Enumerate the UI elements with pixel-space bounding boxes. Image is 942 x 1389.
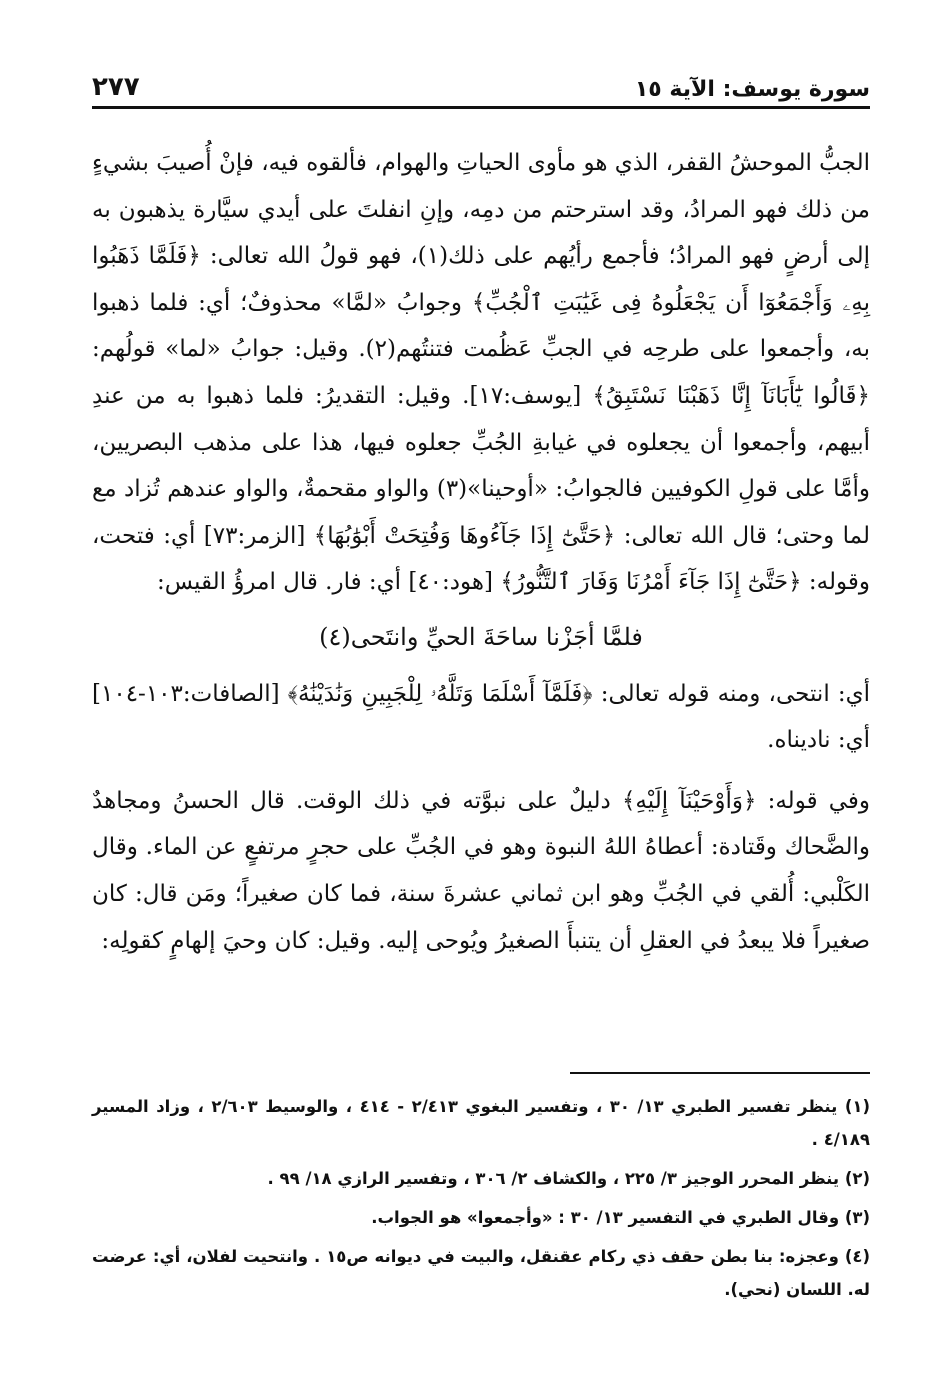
paragraph-2: أي: انتحى، ومنه قوله تعالى: ﴿فَلَمَّآ أَسْلَمَا وَتَلَّهُۥ لِلْجَبِينِ وَنَٰدَيْنَٰهُ﴾ [الصافات:١٠٣-١٠٤] أي: ناديناه. [92, 680, 870, 754]
paragraph-1: الجبُّ الموحشُ القفر، الذي هو مأوى الحياتِ والهوام، فألقوه فيه، فإنْ أُصيبَ بشيءٍ من ذلك فهو المرادُ، وقد استرحتم من دمِه، وإنِ انفلتَ على أيدي سيَّارة يذهبون به إلى أرضٍ فهو المرادُ؛ فأجمع رأيُهم على ذلك(١)، فهو قولُ الله تعالى: ﴿فَلَمَّا ذَهَبُوا بِهِۦ وَأَجْمَعُوٓا أَن يَجْعَلُوهُ فِى غَيَٰبَتِ ٱلْجُبِّ﴾ وجوابُ «لمَّا» محذوفٌ؛ أي: فلما ذهبوا به، وأجمعوا على طرحِه في الجبِّ عَظُمت فتنتُهم(٢). وقيل: جوابُ «لما» قولُهم: ﴿قَالُوا يَٰٓأَبَانَآ إِنَّا ذَهَبْنَا نَسْتَبِقُ﴾ [يوسف:١٧]. وقيل: التقديرُ: فلما ذهبوا به من عندِ أبيهم، وأجمعوا أن يجعلوه في غيابةِ الجُبِّ جعلوه فيها، هذا على مذهب البصريين، وأمَّا على قولِ الكوفيين فالجوابُ: «أوحينا»(٣) والواو مقحمةٌ، والواو عندهم تُزاد مع لما وحتى؛ قال الله تعالى: ﴿حَتَّىٰٓ إِذَا جَآءُوهَا وَفُتِحَتْ أَبْوَٰبُهَا﴾ [الزمر:٧٣] أي: فتحت، وقوله: ﴿حَتَّىٰٓ إِذَا جَآءَ أَمْرُنَا وَفَارَ ٱلتَّنُّورُ﴾ [هود:٤٠] أي: فار. قال امرؤُ القيس: [92, 150, 871, 596]
paragraph-3: وفي قوله: ﴿وَأَوْحَيْنَآ إِلَيْهِ﴾ دليلٌ على نبوَّته في ذلك الوقت. قال الحسنُ ومجاهدٌ والضَّحاك وقَتادة: أعطاهُ اللهُ النبوة وهو في الجُبِّ على حجرٍ مرتفعٍ عن الماء. وقال الكَلْبي: أُلقي في الجُبِّ وهو ابن ثماني عشرةَ سنة، فما كان صغيراً؛ ومَن قال: كان صغيراً فلا يبعدُ في العقلِ أن يتنبأَ الصغيرُ ويُوحى إليه. وقيل: كان وحيَ إلهامٍ كقولِه: [92, 787, 870, 954]
footnote-1: (١) ينظر تفسير الطبري ١٣/ ٣٠ ، وتفسير البغوي ٢/٤١٣ - ٤١٤ ، والوسيط ٢/٦٠٣ ، وزاد المسير ٤/١٨٩ . [92, 1097, 870, 1149]
poetry-verse: فلمَّا أجَزْنا ساحَةَ الحيِّ وانتَحى(٤) [319, 622, 643, 651]
page-number: ٢٧٧ [92, 72, 140, 102]
page-header [92, 58, 870, 102]
footnote-separator [570, 1072, 870, 1074]
running-title: سورة يوسف: الآية ١٥ [634, 77, 870, 102]
footnotes [92, 1090, 870, 1312]
footnote-3: (٣) وقال الطبري في التفسير ١٣/ ٣٠ : «وأجمعوا» هو الجواب. [371, 1208, 870, 1227]
footnote-4: (٤) وعجزه: بنا بطن حقف ذي ركام عقنقل، والبيت في ديوانه ص١٥ . وانتحيت لفلان، أي: عرضت له. اللسان (نحي). [92, 1247, 871, 1299]
main-text [92, 140, 870, 964]
footnote-2: (٢) ينظر المحرر الوجيز ٣/ ٢٢٥ ، والكشاف ٢/ ٣٠٦ ، وتفسير الرازي ١٨/ ٩٩ . [267, 1169, 870, 1188]
header-rule [92, 106, 870, 109]
